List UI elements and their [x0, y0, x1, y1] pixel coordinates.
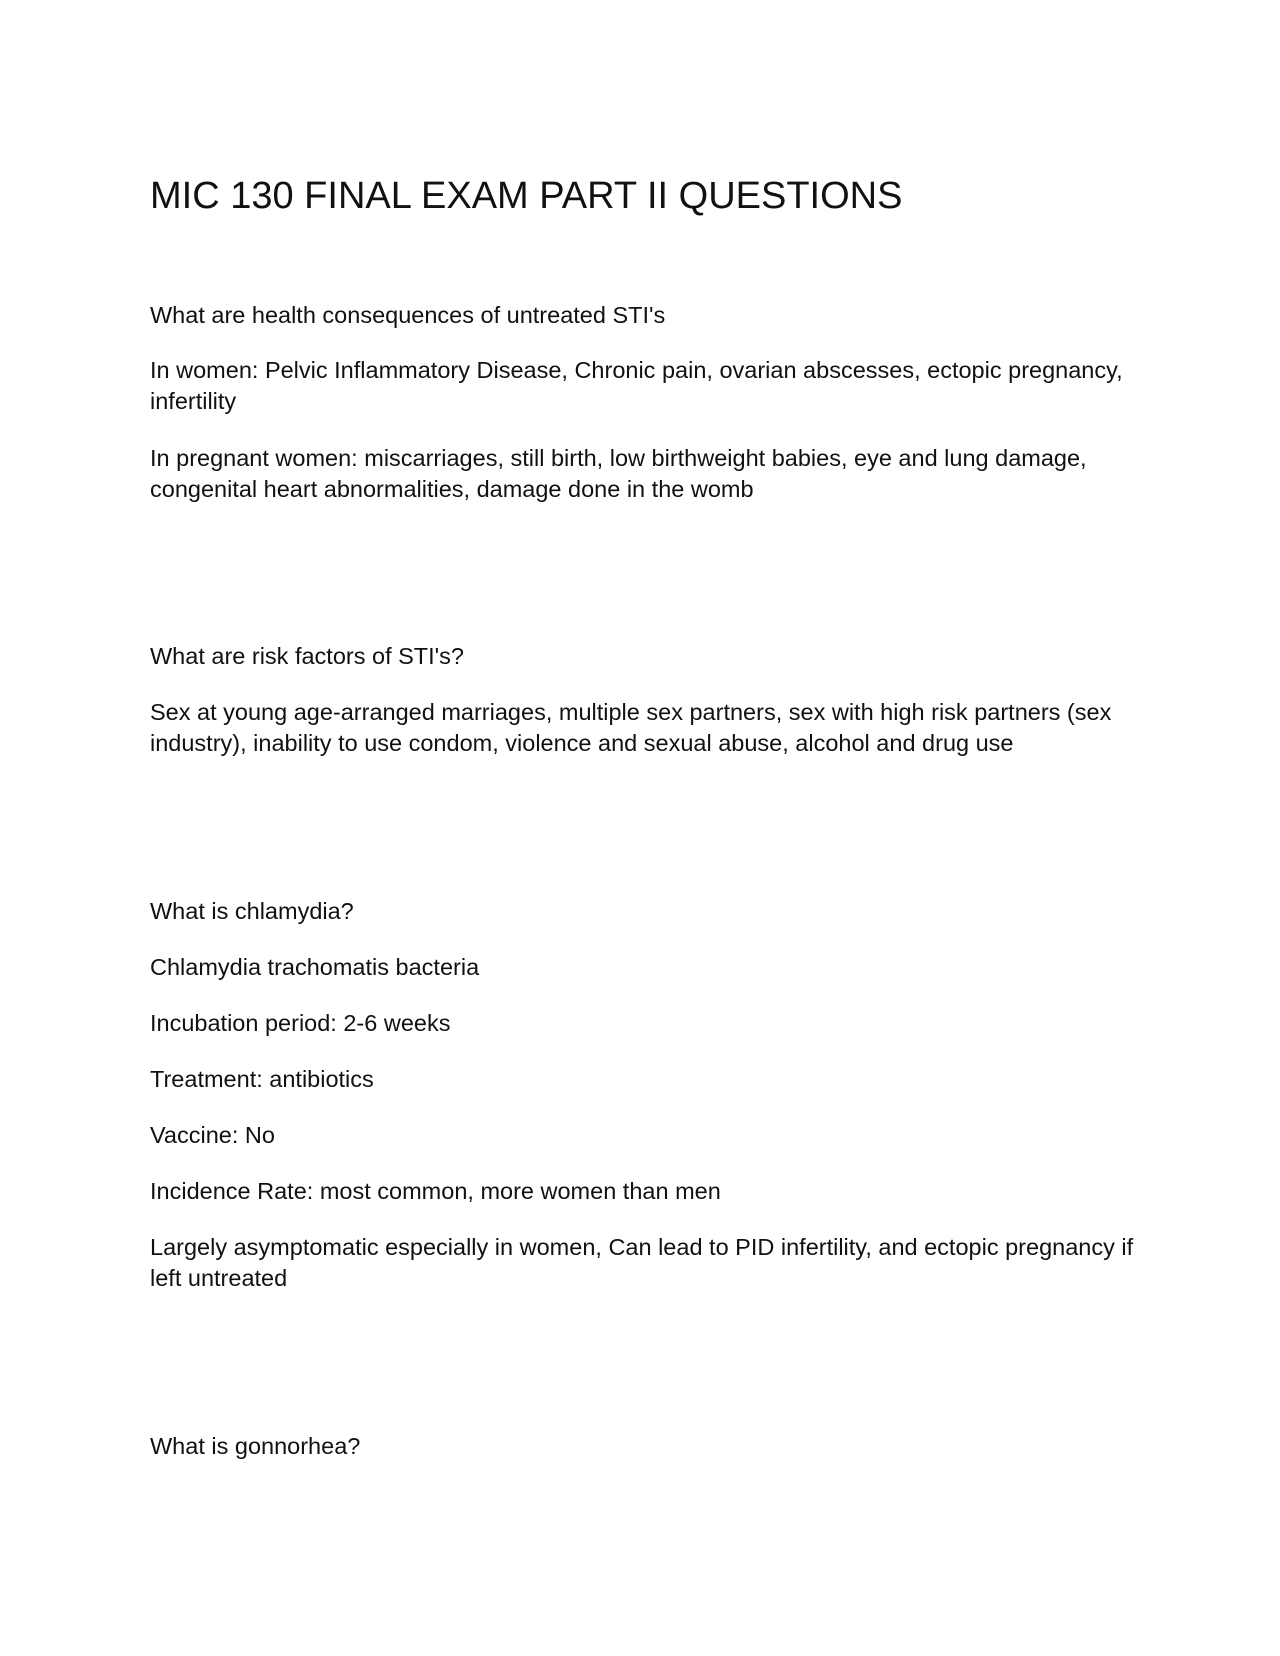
- chlamydia-incidence: Incidence Rate: most common, more women than men: [150, 1178, 721, 1204]
- document-title: MIC 130 FINAL EXAM PART II QUESTIONS: [150, 175, 903, 217]
- question-gonorrhea: What is gonnorhea?: [150, 1433, 361, 1459]
- chlamydia-cause: Chlamydia trachomatis bacteria: [150, 954, 480, 980]
- chlamydia-incubation: Incubation period: 2-6 weeks: [150, 1010, 451, 1036]
- chlamydia-notes: Largely asymptomatic especially in women, Can lead to PID infertility, and ectopic pregnancy if left untreated: [150, 1234, 1134, 1291]
- answer-women: In women: Pelvic Inflammatory Disease, Chronic pain, ovarian abscesses, ectopic pregnancy, infertility: [150, 357, 1123, 414]
- answer-risk-factors: Sex at young age-arranged marriages, multiple sex partners, sex with high risk partners (sex industry), inability to use condom, violence and sexual abuse, alcohol and drug use: [150, 699, 1112, 756]
- question-health-consequences: What are health consequences of untreated STI's: [150, 302, 666, 328]
- answer-pregnant-women: In pregnant women: miscarriages, still birth, low birthweight babies, eye and lung damage, congenital heart abnormalities, damage done in the womb: [150, 445, 1087, 502]
- chlamydia-vaccine: Vaccine: No: [150, 1122, 275, 1148]
- chlamydia-treatment: Treatment: antibiotics: [150, 1066, 374, 1092]
- question-chlamydia: What is chlamydia?: [150, 898, 354, 924]
- question-risk-factors: What are risk factors of STI's?: [150, 643, 464, 669]
